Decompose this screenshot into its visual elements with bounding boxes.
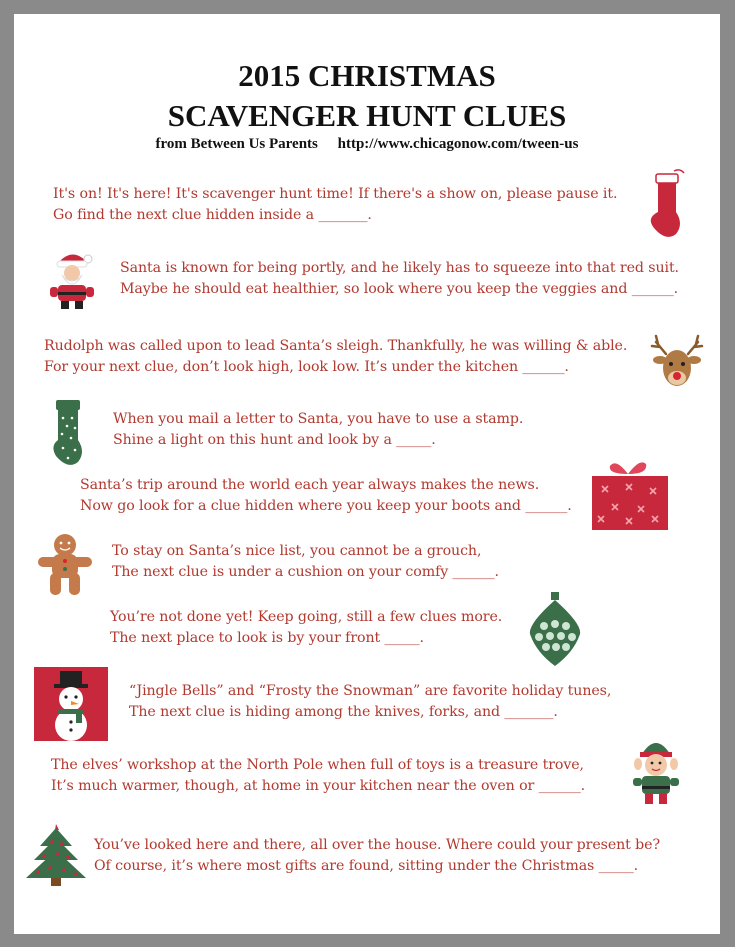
clue-line: It’s much warmer, though, at home in your kitchen near the oven or ______.: [51, 778, 585, 794]
elf-icon: [630, 734, 682, 808]
clue-line: “Jingle Bells” and “Frosty the Snowman” are favorite holiday tunes,: [129, 683, 612, 699]
clue-line: Now go look for a clue hidden where you keep your boots and ______.: [80, 498, 572, 514]
clue-line: Of course, it’s where most gifts are found, sitting under the Christmas _____.: [94, 858, 639, 874]
clue-10: [94, 835, 660, 877]
red-stocking-icon: [642, 168, 688, 240]
source-url: http://www.chicagonow.com/tween-us: [337, 136, 579, 152]
clue-7: [110, 607, 502, 649]
santa-icon: [48, 247, 96, 311]
clue-4: [113, 409, 523, 451]
snowman-icon: [34, 667, 108, 741]
clue-line: It's on! It's here! It's scavenger hunt time! If there's a show on, please pause it.: [53, 186, 618, 202]
clue-9: [51, 755, 585, 797]
clue-1: [53, 184, 617, 226]
clue-2: [120, 258, 679, 300]
clue-line: Go find the next clue hidden inside a _______.: [53, 207, 372, 223]
clue-line: Santa’s trip around the world each year always makes the news.: [80, 477, 540, 493]
clue-8: [129, 681, 611, 723]
christmas-tree-icon: [22, 820, 90, 888]
clue-line: The next clue is hiding among the knives, forks, and _______.: [129, 704, 558, 720]
page-title-line2: SCAVENGER HUNT CLUES: [167, 98, 567, 133]
clue-line: The next clue is under a cushion on your comfy ______.: [112, 564, 499, 580]
clue-line: The next place to look is by your front _____.: [110, 630, 424, 646]
gift-box-icon: [588, 456, 670, 532]
clue-line: The elves’ workshop at the North Pole when full of toys is a treasure trove,: [51, 757, 584, 773]
clue-3: [44, 336, 627, 378]
clue-line: When you mail a letter to Santa, you have to use a stamp.: [113, 411, 524, 427]
source-line: [14, 136, 720, 153]
clue-line: To stay on Santa’s nice list, you cannot be a grouch,: [112, 543, 482, 559]
clue-line: You’ve looked here and there, all over the house. Where could your present be?: [94, 837, 660, 853]
page-title-line1: 2015 CHRISTMAS: [238, 58, 496, 93]
clue-line: For your next clue, don’t look high, look low. It’s under the kitchen ______.: [44, 359, 569, 375]
clue-line: Shine a light on this hunt and look by a _____.: [113, 432, 436, 448]
reindeer-icon: [646, 334, 708, 390]
ornament-icon: [522, 590, 588, 668]
clue-5: [80, 475, 572, 517]
clue-line: Rudolph was called upon to lead Santa’s sleigh. Thankfully, he was willing & able.: [44, 338, 628, 354]
clue-line: Santa is known for being portly, and he likely has to squeeze into that red suit.: [120, 260, 679, 276]
scavenger-hunt-page: [14, 14, 720, 934]
clue-6: [112, 541, 499, 583]
gingerbread-man-icon: [36, 531, 94, 597]
source-credit: from Between Us Parents: [155, 136, 318, 152]
clue-line: You’re not done yet! Keep going, still a few clues more.: [110, 609, 503, 625]
green-stocking-icon: [48, 396, 90, 468]
clue-line: Maybe he should eat healthier, so look where you keep the veggies and ______.: [120, 281, 679, 297]
